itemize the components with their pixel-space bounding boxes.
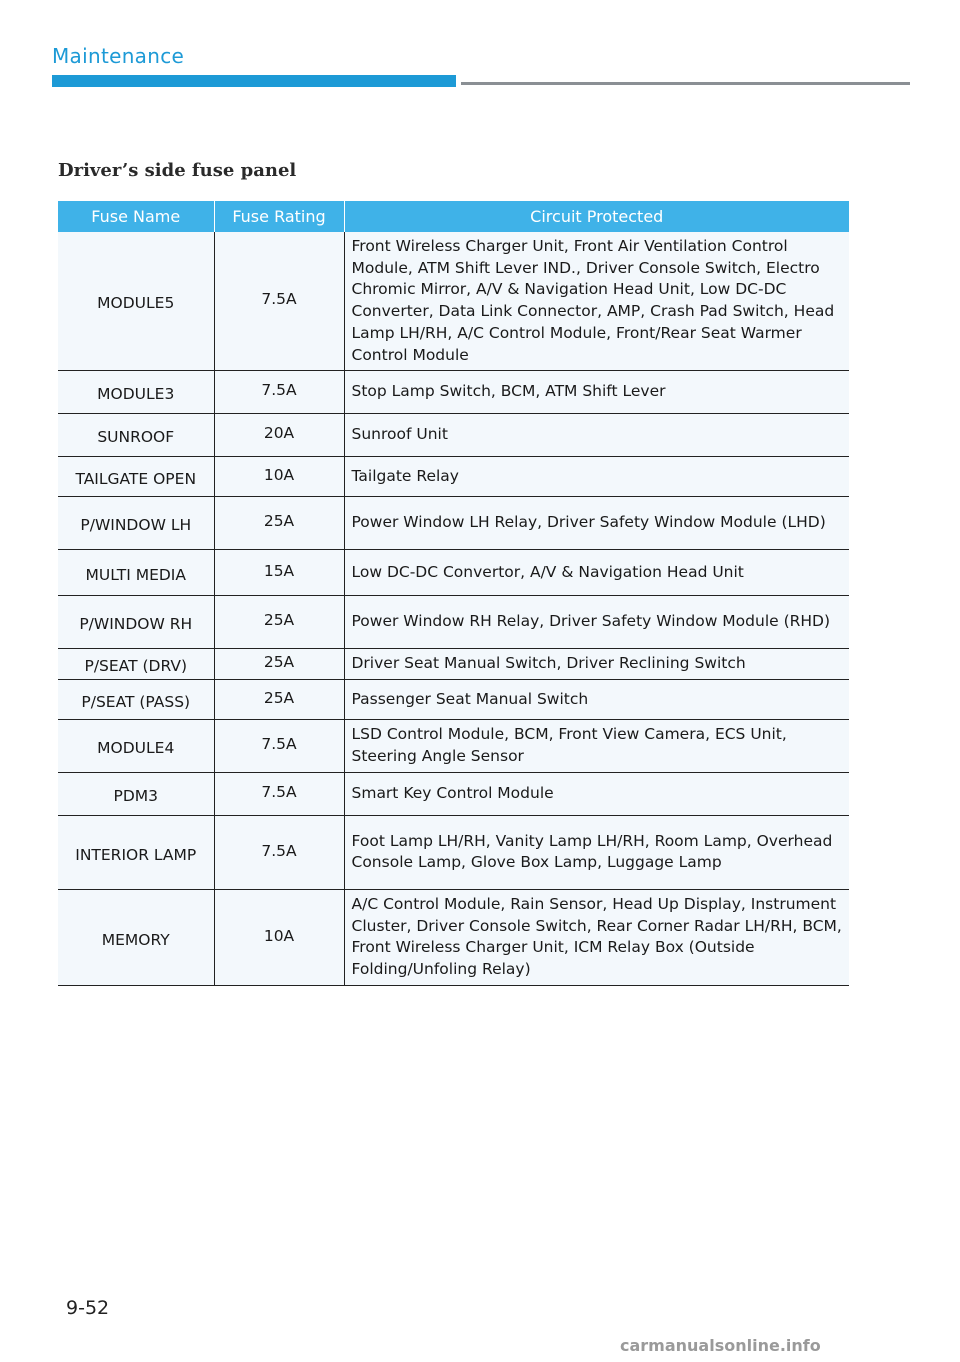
header-rule [461,82,910,85]
circuit-protected-cell [344,649,849,680]
fuse-rating-cell [214,596,344,649]
fuse-rating-cell-text: 7.5A [261,783,297,802]
fuse-rating-cell-text: 10A [263,926,295,945]
fuse-rating-cell-text: 10A [263,465,295,484]
fuse-name-cell-text: MODULE4 [97,739,175,758]
page-number: 9-52 [66,1297,110,1319]
circuit-protected-cell-text: Power Window RH Relay, Driver Safety Window Module (RHD) [351,612,831,631]
fuse-name-cell [58,497,214,550]
fuse-table [58,201,849,986]
table-row [58,497,849,550]
circuit-protected-cell [344,457,849,497]
circuit-protected-cell-text: Driver Seat Manual Switch, Driver Reclining Switch [351,654,746,673]
table-row [58,550,849,596]
page-title: Driver’s side fuse panel [58,160,297,181]
fuse-name-cell-text: SUNROOF [97,428,175,447]
circuit-protected-cell-text: A/C Control Module, Rain Sensor, Head Up Display, Instrument Cluster, Driver Console Switch, Rear Corner Radar LH/RH, BCM, Front Wireless Charger Unit, ICM Relay Box (Outside Folding/Unfoling Relay) [351,895,842,979]
circuit-protected-cell-text: Passenger Seat Manual Switch [351,689,589,708]
fuse-rating-cell-text: 7.5A [261,841,297,860]
circuit-protected-cell [344,497,849,550]
fuse-name-cell [58,719,214,772]
fuse-rating-cell [214,550,344,596]
circuit-protected-cell-text: Tailgate Relay [351,466,459,485]
fuse-name-cell [58,414,214,457]
fuse-rating-cell [214,649,344,680]
table-row [58,772,849,815]
fuse-rating-cell [214,815,344,889]
fuse-rating-cell [214,371,344,414]
circuit-protected-cell [344,232,849,371]
fuse-rating-cell [214,679,344,719]
fuse-name-cell-text: P/WINDOW LH [80,516,192,535]
fuse-name-cell-text: MEMORY [101,930,170,949]
fuse-rating-cell-text: 7.5A [261,735,297,754]
circuit-protected-cell-text: LSD Control Module, BCM, Front View Camera, ECS Unit, Steering Angle Sensor [351,725,787,765]
fuse-name-cell-text: MULTI MEDIA [85,565,186,584]
circuit-protected-cell-text: Sunroof Unit [351,425,448,444]
fuse-rating-cell [214,414,344,457]
circuit-protected-cell-text: Low DC-DC Convertor, A/V & Navigation Head Unit [351,562,744,581]
fuse-name-cell [58,889,214,985]
table-row [58,649,849,680]
fuse-rating-cell-text: 7.5A [261,381,297,400]
fuse-name-cell [58,371,214,414]
table-row [58,457,849,497]
fuse-name-cell [58,596,214,649]
fuse-name-cell-text: PDM3 [113,787,159,806]
table-row [58,596,849,649]
table-row [58,679,849,719]
watermark: carmanualsonline.info [620,1336,821,1355]
fuse-name-cell-text: P/SEAT (DRV) [84,657,188,676]
section-title-maintenance: Maintenance [52,44,185,68]
fuse-rating-cell [214,232,344,371]
fuse-name-cell [58,679,214,719]
table-row [58,414,849,457]
fuse-name-cell [58,550,214,596]
circuit-protected-cell [344,719,849,772]
circuit-protected-cell-text: Front Wireless Charger Unit, Front Air Ventilation Control Module, ATM Shift Lever IND., Driver Console Switch, Electro Chromic Mirror, A/V & Navigation Head Unit, Low DC-DC Converter, Data Link Connector, AMP, Crash Pad Switch, Head Lamp LH/RH, A/C Control Module, Front/Rear Seat Warmer Control Module [351,237,835,364]
circuit-protected-cell [344,679,849,719]
fuse-name-cell-text: MODULE3 [97,385,175,404]
fuse-name-cell-text: INTERIOR LAMP [75,845,197,864]
fuse-rating-cell [214,719,344,772]
fuse-rating-cell-text: 20A [263,424,295,443]
fuse-table-body [58,232,849,985]
fuse-rating-cell [214,889,344,985]
fuse-name-cell [58,232,214,371]
fuse-rating-cell-text: 25A [263,512,295,531]
table-row [58,889,849,985]
table-row [58,371,849,414]
header-accent-bar [52,75,456,87]
fuse-rating-cell-text: 25A [263,688,295,707]
circuit-protected-cell [344,772,849,815]
fuse-name-cell-text: TAILGATE OPEN [75,469,197,488]
circuit-protected-cell [344,889,849,985]
circuit-protected-cell [344,414,849,457]
fuse-name-cell-text: MODULE5 [97,294,175,313]
fuse-name-cell [58,457,214,497]
fuse-name-cell [58,772,214,815]
circuit-protected-cell [344,371,849,414]
table-row [58,719,849,772]
circuit-protected-cell [344,550,849,596]
fuse-rating-cell [214,772,344,815]
column-header-circuit-protected: Circuit Protected [344,201,849,232]
circuit-protected-cell-text: Smart Key Control Module [351,784,554,803]
circuit-protected-cell-text: Power Window LH Relay, Driver Safety Window Module (LHD) [351,513,826,532]
fuse-rating-cell-text: 25A [263,611,295,630]
table-row [58,815,849,889]
circuit-protected-cell-text: Stop Lamp Switch, BCM, ATM Shift Lever [351,382,666,401]
table-row [58,232,849,371]
fuse-name-cell-text: P/WINDOW RH [79,615,193,634]
fuse-rating-cell-text: 25A [263,653,295,672]
fuse-name-cell [58,649,214,680]
circuit-protected-cell-text: Foot Lamp LH/RH, Vanity Lamp LH/RH, Room Lamp, Overhead Console Lamp, Glove Box Lamp, Luggage Lamp [351,831,833,872]
fuse-rating-cell-text: 7.5A [261,290,297,309]
circuit-protected-cell [344,815,849,889]
fuse-name-cell [58,815,214,889]
fuse-table-header [58,201,849,232]
fuse-name-cell-text: P/SEAT (PASS) [81,692,191,711]
fuse-rating-cell-text: 15A [263,561,295,580]
column-header-fuse-name: Fuse Name [58,201,214,232]
circuit-protected-cell [344,596,849,649]
fuse-rating-cell [214,497,344,550]
fuse-rating-cell [214,457,344,497]
column-header-fuse-rating: Fuse Rating [214,201,344,232]
